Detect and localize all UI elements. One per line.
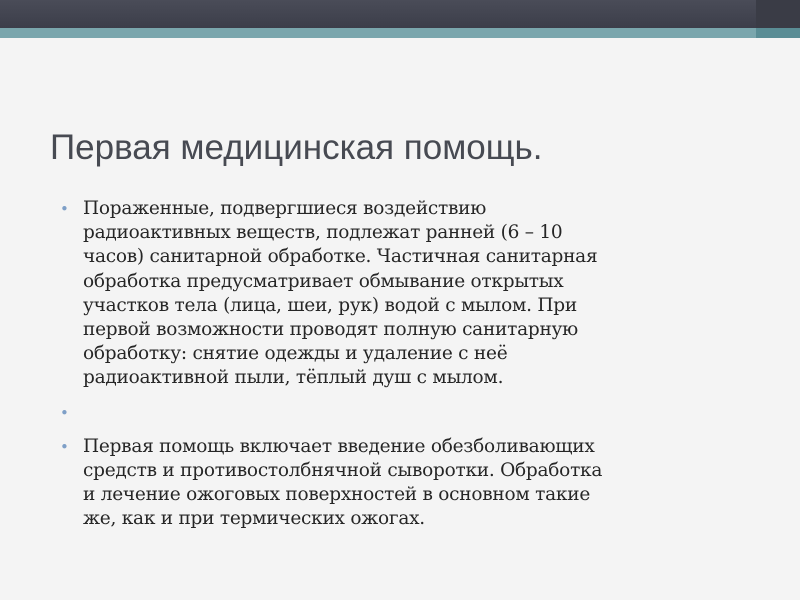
bullet-text-line: средств и противостолбнячной сыворотки. Обработка [83, 460, 603, 482]
accent-band [0, 28, 800, 38]
bullet-item-first-aid [60, 435, 760, 532]
bullet-text-line: Первая помощь включает введение обезболивающих [83, 435, 595, 457]
header-band [0, 0, 800, 28]
bullet-icon: • [60, 403, 69, 422]
bullet-icon: • [60, 200, 69, 218]
bullet-text-line: первой возможности проводят полную санитарную [83, 319, 579, 341]
bullet-icon: • [60, 437, 69, 456]
slide-title: Первая медицинская помощь. [50, 128, 543, 167]
header-band-corner [756, 0, 800, 28]
bullet-text-line: обработку: снятие одежды и удаление с неё [83, 343, 508, 365]
bullet-text-line: радиоактивной пыли, тёплый душ с мылом. [83, 367, 504, 389]
bullet-text-line: участков тела (лица, шеи, рук) водой с мылом. При [83, 294, 577, 316]
bullet-item-empty [60, 401, 760, 425]
bullet-text-line: и лечение ожоговых поверхностей в основном такие [83, 484, 591, 506]
bullet-text-line: радиоактивных веществ, подлежат ранней (6 – 10 [83, 222, 563, 244]
bullet-list [60, 197, 760, 542]
bullet-text-line: же, как и при термических ожогах. [83, 508, 425, 530]
bullet-text-line: обработка предусматривает обмывание открытых [83, 270, 564, 292]
bullet-text-line: Пораженные, подвергшиеся воздействию [83, 198, 487, 219]
accent-band-corner [756, 28, 800, 38]
bullet-item-decontamination [60, 197, 760, 391]
bullet-text-line: часов) санитарной обработке. Частичная санитарная [83, 246, 598, 268]
